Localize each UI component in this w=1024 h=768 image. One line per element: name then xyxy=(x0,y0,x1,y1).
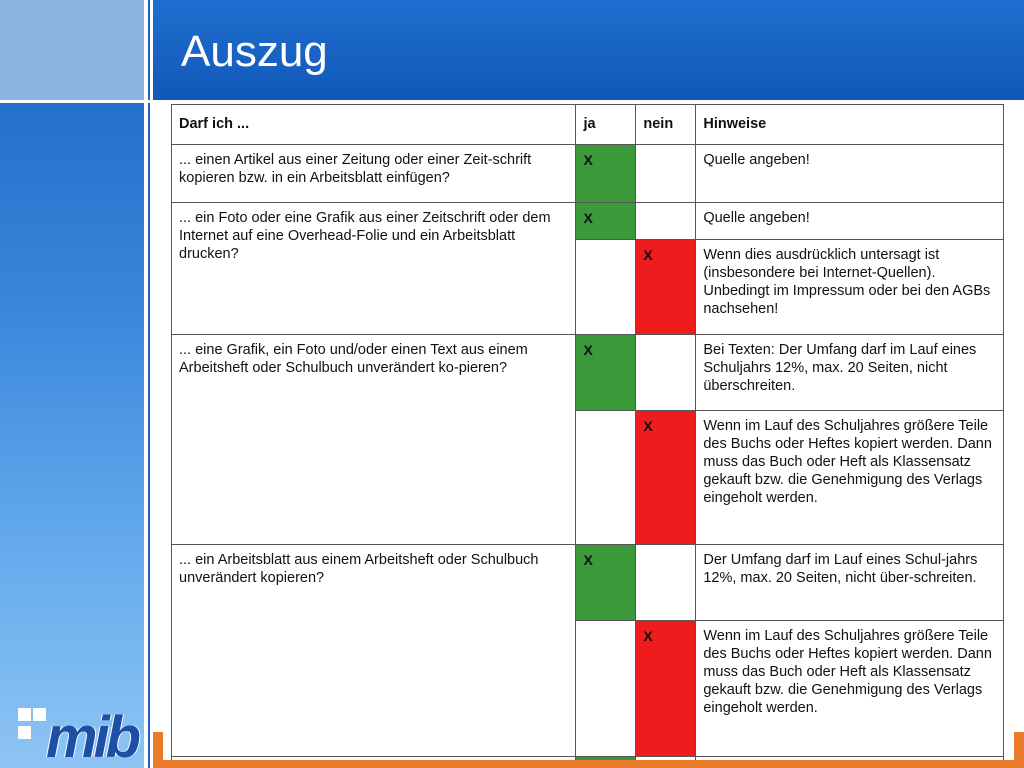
note-cell: Bei Texten: Der Umfang darf im Lauf eines Schuljahrs 12%, max. 20 Seiten, nicht überschreiten. xyxy=(696,335,1004,411)
question-cell: ... eine Grafik, ein Foto und/oder einen Text aus einem Arbeitsheft oder Schulbuch unverändert ko-pieren? xyxy=(172,335,576,545)
header-notes: Hinweise xyxy=(696,105,1004,145)
yes-mark: X xyxy=(576,545,636,621)
table-row xyxy=(172,203,1004,240)
table-row xyxy=(172,545,1004,621)
permissions-table xyxy=(171,104,1004,767)
no-mark: X xyxy=(636,240,696,335)
header-no: nein xyxy=(636,105,696,145)
table-header-row xyxy=(172,105,1004,145)
bottom-bar xyxy=(153,760,1024,768)
sidebar-divider-line xyxy=(148,0,150,768)
no-mark: X xyxy=(636,621,696,757)
logo-square-icon xyxy=(18,726,31,739)
header-divider xyxy=(0,100,1024,103)
logo-text: mib xyxy=(46,705,138,768)
question-cell: ... einen Artikel aus einer Zeitung oder einer Zeit-schrift kopieren bzw. in ein Arbeitsblatt einfügen? xyxy=(172,145,576,203)
page-title: Auszug xyxy=(181,27,328,76)
note-cell: Der Umfang darf im Lauf eines Schul-jahrs 12%, max. 20 Seiten, nicht über-schreiten. xyxy=(696,545,1004,621)
yes-mark xyxy=(576,621,636,757)
sidebar-top-block xyxy=(0,0,144,102)
yes-mark xyxy=(576,240,636,335)
question-cell: ... ein Arbeitsblatt aus einem Arbeitsheft oder Schulbuch unverändert kopieren? xyxy=(172,545,576,757)
yes-mark: X xyxy=(576,203,636,240)
yes-mark: X xyxy=(576,145,636,203)
note-cell: Quelle angeben! xyxy=(696,145,1004,203)
logo-square-icon xyxy=(33,708,46,721)
table-row xyxy=(172,145,1004,203)
note-cell: Wenn im Lauf des Schuljahres größere Teile des Buchs oder Heftes kopiert werden. Dann muss das Buch oder Heft als Klassensatz gekauft bzw. die Genehmigung des Verlags eingeholt werden. xyxy=(696,411,1004,545)
mib-logo xyxy=(14,704,146,768)
yes-mark: X xyxy=(576,335,636,411)
note-cell: Quelle angeben! xyxy=(696,203,1004,240)
logo-square-icon xyxy=(18,708,31,721)
yes-mark xyxy=(576,411,636,545)
no-mark xyxy=(636,335,696,411)
note-cell: Wenn dies ausdrücklich untersagt ist (insbesondere bei Internet-Quellen). Unbedingt im Impressum oder bei den AGBs nachsehen! xyxy=(696,240,1004,335)
header-question: Darf ich ... xyxy=(172,105,576,145)
no-mark: X xyxy=(636,411,696,545)
table-row xyxy=(172,335,1004,411)
no-mark xyxy=(636,545,696,621)
bottom-accent-right xyxy=(1014,732,1024,760)
bottom-accent-left xyxy=(153,732,163,760)
no-mark xyxy=(636,203,696,240)
sidebar-gradient xyxy=(0,0,144,768)
question-cell: ... ein Foto oder eine Grafik aus einer Zeitschrift oder dem Internet auf eine Overhead-Folie und ein Arbeitsblatt drucken? xyxy=(172,203,576,335)
no-mark xyxy=(636,145,696,203)
header-yes: ja xyxy=(576,105,636,145)
note-cell: Wenn im Lauf des Schuljahres größere Teile des Buchs oder Heftes kopiert werden. Dann muss das Buch oder Heft als Klassensatz gekauft bzw. die Genehmigung des Verlags eingeholt werden. xyxy=(696,621,1004,757)
